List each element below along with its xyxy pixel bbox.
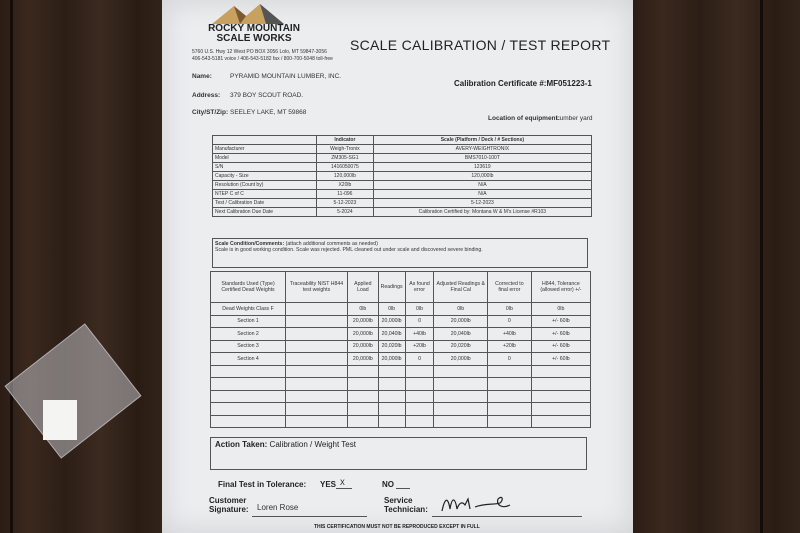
table-cell [531,403,590,416]
table-cell: 20,020lb [378,340,405,353]
table-cell [487,403,531,416]
table-header: Scale (Platform / Deck / # Sections) [373,136,591,145]
table-header: As found error [405,272,434,303]
table-cell: Resolution (Count by) [213,181,317,190]
action-taken-box [210,437,587,470]
table-cell: Capacity - Size [213,172,317,181]
table-cell: 0lb [487,303,531,316]
table-cell [487,415,531,428]
table-cell: 0lb [531,303,590,316]
table-cell: 0 [405,315,434,328]
company-address: 5760 U.S. Hwy 12 West PO BOX 3056 Lolo, MT 59847-3056 406-543-5181 voice / 406-543-5182 fax / 800-700-5048 toll-free [192,49,333,62]
table-row [211,378,591,391]
table-cell [348,390,379,403]
final-test-label: Final Test in Tolerance: [218,480,307,489]
table-cell [487,378,531,391]
technician-label: Service Technician: [384,496,428,514]
table-cell [378,403,405,416]
table-cell [405,415,434,428]
table-header: Standards Used (Type) Certified Dead Weights [211,272,286,303]
table-row [213,199,592,208]
name-label: Name: [192,73,212,80]
table-cell: 20,020lb [434,340,488,353]
table-cell [211,378,286,391]
table-cell: 1416050075 [316,163,373,172]
table-cell: AVERY-WEIGHTRONIX [373,145,591,154]
table-cell: 0lb [348,303,379,316]
table-cell: +/- 60lb [531,315,590,328]
table-cell: 0lb [378,303,405,316]
table-cell [211,365,286,378]
table-cell [348,415,379,428]
table-cell: 5-2024 [316,208,373,217]
table-cell [405,390,434,403]
table-cell: BMS7010-100T [373,154,591,163]
table-cell: Section 1 [211,315,286,328]
table-cell [348,365,379,378]
table-cell [286,403,348,416]
table-cell [378,378,405,391]
table-cell [434,378,488,391]
yes-line [336,488,352,489]
table-cell: 0 [405,353,434,366]
equipment-table [212,135,592,217]
table-cell [286,340,348,353]
table-cell [286,390,348,403]
table-row [211,415,591,428]
table-cell [211,390,286,403]
customer-signature-name: Loren Rose [257,503,299,512]
table-cell [531,415,590,428]
table-header: Corrected to final error [487,272,531,303]
table-cell: +/- 60lb [531,328,590,341]
table-row [211,340,591,353]
technician-signature-line [432,516,582,517]
certification-footer: THIS CERTIFICATION MUST NOT BE REPRODUCED EXCEPT IN FULL [314,524,480,530]
table-row [211,390,591,403]
table-cell: N/A [373,190,591,199]
table-cell: +40lb [487,328,531,341]
table-cell: Model [213,154,317,163]
table-cell [286,378,348,391]
table-cell: 5-12-2023 [316,199,373,208]
wood-seam [760,0,763,533]
table-cell [405,365,434,378]
table-cell [378,390,405,403]
scale-condition-box [212,238,588,268]
table-header: H844, Tolerance (allowed error) +/- [531,272,590,303]
table-cell [286,353,348,366]
table-cell: +40lb [405,328,434,341]
table-cell [286,415,348,428]
table-row [213,208,592,217]
table-cell: 20,040lb [434,328,488,341]
table-header: Applied Load [348,272,379,303]
table-cell [286,315,348,328]
table-cell [531,390,590,403]
table-header [213,136,317,145]
torn-paper-scrap [43,400,77,440]
table-cell: 20,000lb [348,315,379,328]
certificate-number: Calibration Certificate #:MF051223-1 [454,79,592,88]
technician-signature-icon [440,493,520,515]
table-cell: Dead Weights Class F [211,303,286,316]
table-cell [434,390,488,403]
table-cell: 5-12-2023 [373,199,591,208]
table-cell: 20,000lb [348,353,379,366]
action-label: Action Taken: [215,440,268,449]
wood-background-right [633,0,800,533]
no-label: NO [382,480,394,489]
table-header-row [211,272,591,303]
condition-hint: (attach additional comments as needed) [285,241,378,247]
table-cell [487,390,531,403]
table-cell: Next Calibration Due Date [213,208,317,217]
table-cell [211,415,286,428]
table-cell: +/- 60lb [531,353,590,366]
table-row [211,303,591,316]
table-cell [531,365,590,378]
table-row [213,181,592,190]
table-row [211,365,591,378]
table-cell [211,403,286,416]
table-row [211,328,591,341]
table-cell [405,378,434,391]
table-cell: 0 [487,353,531,366]
table-row [211,353,591,366]
table-cell: 120,000lb [316,172,373,181]
table-cell: Section 4 [211,353,286,366]
customer-signature-label: Customer Signature: [209,496,249,514]
table-cell [378,415,405,428]
table-cell: Section 3 [211,340,286,353]
yes-mark: X [340,479,345,488]
customer-address: 379 BOY SCOUT ROAD. [230,92,304,99]
table-cell: 20,000lb [378,353,405,366]
table-cell: 20,000lb [434,315,488,328]
table-cell [434,403,488,416]
table-row [211,403,591,416]
table-cell: +20lb [405,340,434,353]
table-cell: 11-096 [316,190,373,199]
table-header: Adjusted Readings & Final Cal [434,272,488,303]
table-cell: 20,000lb [434,353,488,366]
table-row [213,163,592,172]
city-label: City/ST/Zip: [192,109,229,116]
table-cell: 20,000lb [348,328,379,341]
table-cell [286,303,348,316]
table-header: Readings [378,272,405,303]
table-header: Indicator [316,136,373,145]
table-cell [348,378,379,391]
table-cell: Weigh-Tronix [316,145,373,154]
company-name: ROCKY MOUNTAIN SCALE WORKS [208,23,300,44]
report-title: SCALE CALIBRATION / TEST REPORT [350,37,611,53]
table-row [213,172,592,181]
condition-text: Scale is in good working condition. Scale was rejected. PML cleaned out under scale and discovered severe binding. [215,247,483,253]
table-cell: 0lb [405,303,434,316]
table-cell: ZM305-SG1 [316,154,373,163]
table-cell [348,403,379,416]
table-cell [378,365,405,378]
table-cell [434,415,488,428]
action-value: Calibration / Weight Test [269,440,356,449]
table-cell: X20lb [316,181,373,190]
condition-label: Scale Condition/Comments: [215,241,285,247]
table-cell: 123619 [373,163,591,172]
table-cell: Section 2 [211,328,286,341]
table-cell: +20lb [487,340,531,353]
table-header: Traceability NIST H844 test weights [286,272,348,303]
table-cell: +/- 60lb [531,340,590,353]
address-label: Address: [192,92,221,99]
wood-seam [10,0,13,533]
table-cell: NTEP C of C [213,190,317,199]
no-line [396,488,410,489]
table-cell: 20,000lb [378,315,405,328]
test-results-table [210,271,591,428]
table-cell: 120,000lb [373,172,591,181]
table-cell [487,365,531,378]
yes-label: YES [320,480,337,489]
table-cell: Calibration Certified by: Montana W & M's License #R103 [373,208,591,217]
location-label: Location of equipment: [488,115,560,122]
table-cell [286,328,348,341]
table-row [213,154,592,163]
location-value: Lumber yard [556,115,593,122]
table-cell: Test / Calibration Date [213,199,317,208]
calibration-report-sheet [162,0,633,533]
table-cell: Manufacturer [213,145,317,154]
table-cell: 20,000lb [348,340,379,353]
table-header-row [213,136,592,145]
table-row [213,145,592,154]
wood-background-left [0,0,162,533]
table-cell: 20,040lb [378,328,405,341]
table-cell: 0 [487,315,531,328]
table-row [211,315,591,328]
customer-signature-line [252,516,367,517]
customer-name: PYRAMID MOUNTAIN LUMBER, INC. [230,73,342,80]
table-cell: S/N [213,163,317,172]
table-row [213,190,592,199]
table-cell [286,365,348,378]
table-cell [531,378,590,391]
customer-city: SEELEY LAKE, MT 59868 [230,109,307,116]
table-cell [434,365,488,378]
table-cell [405,403,434,416]
table-cell: 0lb [434,303,488,316]
table-cell: N/A [373,181,591,190]
